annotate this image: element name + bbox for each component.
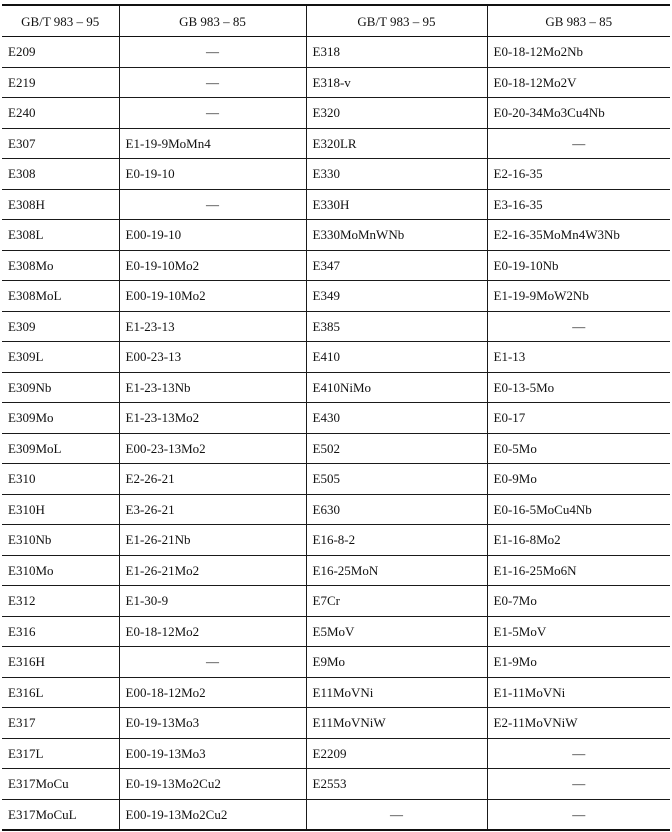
cell-old-grade-left: —: [119, 189, 306, 220]
cell-new-grade-right: E385: [306, 311, 487, 342]
cell-old-grade-right: E0-18-12Mo2V: [487, 67, 670, 98]
table-row: [2, 769, 670, 800]
header-gbt-983-95-left: GB/T 983 – 95: [2, 5, 119, 37]
cell-new-grade-right: E330MoMnWNb: [306, 220, 487, 251]
cell-old-grade-right: E0-16-5MoCu4Nb: [487, 494, 670, 525]
cell-old-grade-right: E0-18-12Mo2Nb: [487, 37, 670, 68]
cell-old-grade-right: E1-16-25Mo6N: [487, 555, 670, 586]
table-row: [2, 311, 670, 342]
cell-old-grade-right: E0-9Mo: [487, 464, 670, 495]
cell-old-grade-left: E0-18-12Mo2: [119, 616, 306, 647]
cell-new-grade-right: E5MoV: [306, 616, 487, 647]
table-row: [2, 677, 670, 708]
cell-old-grade-left: —: [119, 37, 306, 68]
table-row: [2, 159, 670, 190]
cell-old-grade-right: —: [487, 128, 670, 159]
cell-old-grade-left: E2-26-21: [119, 464, 306, 495]
cell-new-grade-right: E318: [306, 37, 487, 68]
cell-old-grade-left: E00-23-13: [119, 342, 306, 373]
table-row: [2, 98, 670, 129]
cell-old-grade-left: E00-19-10: [119, 220, 306, 251]
cell-old-grade-right: E1-11MoVNi: [487, 677, 670, 708]
cell-new-grade-right: E9Mo: [306, 647, 487, 678]
cell-old-grade-left: —: [119, 67, 306, 98]
cell-old-grade-left: E1-23-13Nb: [119, 372, 306, 403]
table-row: [2, 708, 670, 739]
cell-old-grade-right: —: [487, 799, 670, 830]
cell-new-grade-left: E307: [2, 128, 119, 159]
table-row: [2, 281, 670, 312]
cell-new-grade-right: E347: [306, 250, 487, 281]
cell-new-grade-left: E312: [2, 586, 119, 617]
cell-old-grade-left: E00-19-13Mo2Cu2: [119, 799, 306, 830]
cell-old-grade-right: E0-20-34Mo3Cu4Nb: [487, 98, 670, 129]
cell-old-grade-right: E0-13-5Mo: [487, 372, 670, 403]
cell-new-grade-left: E240: [2, 98, 119, 129]
cell-new-grade-left: E209: [2, 37, 119, 68]
cell-old-grade-left: E1-26-21Mo2: [119, 555, 306, 586]
cell-old-grade-right: E0-19-10Nb: [487, 250, 670, 281]
cell-new-grade-right: E320LR: [306, 128, 487, 159]
table-row: [2, 128, 670, 159]
cell-new-grade-left: E316: [2, 616, 119, 647]
table-row: [2, 647, 670, 678]
table-row: [2, 555, 670, 586]
cell-new-grade-right: —: [306, 799, 487, 830]
cell-old-grade-left: E0-19-10Mo2: [119, 250, 306, 281]
cell-new-grade-left: E310Nb: [2, 525, 119, 556]
cell-old-grade-left: E1-26-21Nb: [119, 525, 306, 556]
cell-old-grade-left: E1-23-13Mo2: [119, 403, 306, 434]
table-body: [2, 37, 670, 831]
cell-old-grade-right: —: [487, 769, 670, 800]
cell-old-grade-left: E3-26-21: [119, 494, 306, 525]
cell-old-grade-right: E2-16-35: [487, 159, 670, 190]
cell-new-grade-left: E309Mo: [2, 403, 119, 434]
cell-old-grade-right: E0-5Mo: [487, 433, 670, 464]
table-row: [2, 37, 670, 68]
cell-new-grade-left: E316H: [2, 647, 119, 678]
cell-new-grade-right: E2553: [306, 769, 487, 800]
cell-new-grade-left: E308Mo: [2, 250, 119, 281]
grade-comparison-table: [2, 4, 670, 831]
cell-new-grade-left: E308L: [2, 220, 119, 251]
cell-new-grade-left: E308H: [2, 189, 119, 220]
table-row: [2, 67, 670, 98]
cell-old-grade-left: E00-19-13Mo3: [119, 738, 306, 769]
cell-old-grade-right: E1-5MoV: [487, 616, 670, 647]
table-row: [2, 525, 670, 556]
table-row: [2, 738, 670, 769]
cell-new-grade-right: E330: [306, 159, 487, 190]
cell-new-grade-left: E309Nb: [2, 372, 119, 403]
cell-new-grade-right: E349: [306, 281, 487, 312]
cell-new-grade-right: E2209: [306, 738, 487, 769]
cell-old-grade-left: E00-19-10Mo2: [119, 281, 306, 312]
cell-old-grade-right: E1-19-9MoW2Nb: [487, 281, 670, 312]
cell-new-grade-left: E317MoCuL: [2, 799, 119, 830]
table-row: [2, 250, 670, 281]
cell-new-grade-right: E410NiMo: [306, 372, 487, 403]
cell-new-grade-left: E310H: [2, 494, 119, 525]
cell-old-grade-right: E0-17: [487, 403, 670, 434]
cell-new-grade-right: E430: [306, 403, 487, 434]
cell-old-grade-right: E1-9Mo: [487, 647, 670, 678]
cell-new-grade-right: E11MoVNiW: [306, 708, 487, 739]
cell-old-grade-right: —: [487, 738, 670, 769]
cell-new-grade-left: E309MoL: [2, 433, 119, 464]
cell-old-grade-left: E1-23-13: [119, 311, 306, 342]
cell-old-grade-right: E0-7Mo: [487, 586, 670, 617]
cell-new-grade-right: E16-8-2: [306, 525, 487, 556]
header-gbt-983-95-right: GB/T 983 – 95: [306, 5, 487, 37]
cell-new-grade-right: E16-25MoN: [306, 555, 487, 586]
cell-old-grade-right: E3-16-35: [487, 189, 670, 220]
cell-new-grade-left: E309: [2, 311, 119, 342]
cell-old-grade-left: —: [119, 98, 306, 129]
table-row: [2, 403, 670, 434]
header-row: [2, 5, 670, 37]
table-row: [2, 342, 670, 373]
table-row: [2, 799, 670, 830]
table-row: [2, 494, 670, 525]
header-gb-983-85-left: GB 983 – 85: [119, 5, 306, 37]
cell-new-grade-right: E410: [306, 342, 487, 373]
cell-old-grade-right: E1-16-8Mo2: [487, 525, 670, 556]
cell-old-grade-left: E00-23-13Mo2: [119, 433, 306, 464]
cell-new-grade-left: E317L: [2, 738, 119, 769]
cell-old-grade-right: E1-13: [487, 342, 670, 373]
cell-old-grade-left: E0-19-10: [119, 159, 306, 190]
cell-new-grade-left: E308MoL: [2, 281, 119, 312]
table-header: [2, 5, 670, 37]
cell-new-grade-left: E310: [2, 464, 119, 495]
cell-new-grade-left: E219: [2, 67, 119, 98]
cell-old-grade-left: E0-19-13Mo2Cu2: [119, 769, 306, 800]
cell-new-grade-left: E309L: [2, 342, 119, 373]
cell-new-grade-right: E320: [306, 98, 487, 129]
cell-old-grade-left: E0-19-13Mo3: [119, 708, 306, 739]
table-row: [2, 616, 670, 647]
cell-new-grade-left: E316L: [2, 677, 119, 708]
cell-new-grade-right: E502: [306, 433, 487, 464]
cell-new-grade-left: E310Mo: [2, 555, 119, 586]
cell-old-grade-left: E1-30-9: [119, 586, 306, 617]
cell-new-grade-right: E505: [306, 464, 487, 495]
cell-new-grade-right: E11MoVNi: [306, 677, 487, 708]
cell-new-grade-left: E317MoCu: [2, 769, 119, 800]
table-row: [2, 433, 670, 464]
cell-new-grade-left: E308: [2, 159, 119, 190]
cell-old-grade-left: —: [119, 647, 306, 678]
cell-old-grade-right: E2-16-35MoMn4W3Nb: [487, 220, 670, 251]
cell-old-grade-left: E1-19-9MoMn4: [119, 128, 306, 159]
table-row: [2, 586, 670, 617]
cell-new-grade-right: E7Cr: [306, 586, 487, 617]
table-row: [2, 189, 670, 220]
cell-old-grade-right: E2-11MoVNiW: [487, 708, 670, 739]
cell-new-grade-left: E317: [2, 708, 119, 739]
cell-new-grade-right: E630: [306, 494, 487, 525]
cell-old-grade-right: —: [487, 311, 670, 342]
cell-new-grade-right: E330H: [306, 189, 487, 220]
header-gb-983-85-right: GB 983 – 85: [487, 5, 670, 37]
table-row: [2, 220, 670, 251]
table-row: [2, 464, 670, 495]
cell-old-grade-left: E00-18-12Mo2: [119, 677, 306, 708]
table-row: [2, 372, 670, 403]
cell-new-grade-right: E318-v: [306, 67, 487, 98]
